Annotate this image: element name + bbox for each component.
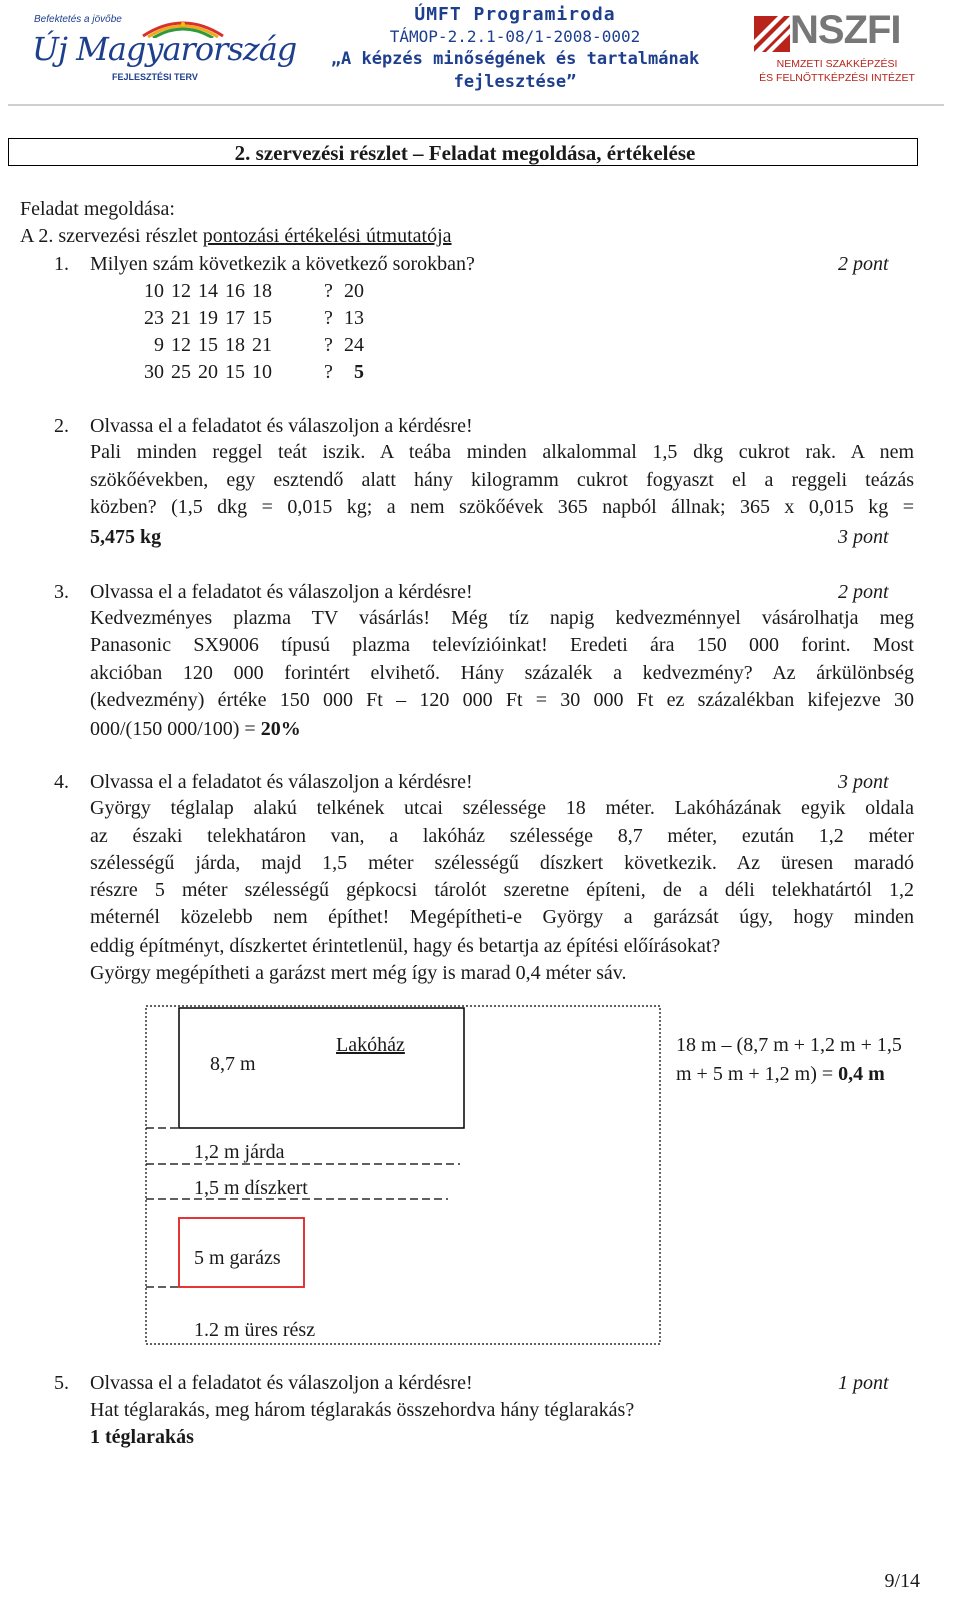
nszfi-wordmark: NSZFI <box>790 8 901 52</box>
q2-line-1: Pali minden reggel teát iszik. A teába minden alkalommal 1,5 dkg cukrot rak. A nem <box>90 441 914 463</box>
q5-text: Olvassa el a feladatot és válaszoljon a kérdésre! <box>90 1372 473 1394</box>
q1-row-3-seq: 9 12 15 18 21 <box>154 334 272 356</box>
q1-row-1-seq: 10 12 14 16 18 <box>144 280 272 302</box>
q2-points: 3 pont <box>838 526 889 548</box>
house-width-label: 8,7 m <box>210 1053 256 1075</box>
q1-number: 1. <box>54 253 69 275</box>
house-label: Lakóház <box>336 1034 405 1056</box>
q4-line-5: méternél közelebb nem építhet! Megépítheti-e György a garázsát úgy, hogy minden <box>90 906 914 928</box>
q3-answer: 20% <box>260 718 301 740</box>
q3-text: Olvassa el a feladatot és válaszoljon a kérdésre! <box>90 581 473 603</box>
q4-line-6: eddig építményt, díszkertet érintetlenül, hagy és betartja az építési előírásokat? <box>90 935 721 957</box>
calc-line-2 <box>676 1062 885 1086</box>
q4-line-1: György téglalap alakú telkének utcai szélessége 18 méter. Lakóházának egyik oldala <box>90 797 914 819</box>
q3-line-2: Panasonic SX9006 típusú plazma televízióinkat! Eredeti ára 150 000 forint. Most <box>90 634 914 656</box>
header-divider <box>8 104 944 106</box>
nszfi-line2: ÉS FELNŐTTKÉPZÉSI INTÉZET <box>759 72 915 84</box>
nszfi-line1: NEMZETI SZAKKÉPZÉSI <box>776 58 898 70</box>
q1-row-3-q: ? <box>324 334 333 356</box>
q4-answer: György megépítheti a garázst mert még így is marad 0,4 méter sáv. <box>90 962 627 984</box>
nszfi-logo <box>752 8 932 88</box>
q5-points: 1 pont <box>838 1372 889 1394</box>
q3-line-4: (kedvezmény) értéke 150 000 Ft – 120 000 Ft = 30 000 Ft ez százalékban kifejezve 30 <box>90 689 914 711</box>
q2-line-2: szökőévekben, egy esztendő alatt hány kilogramm cukrot fogyaszt el a reggeli teázás <box>90 469 914 491</box>
q2-number: 2. <box>54 415 69 437</box>
q4-number: 4. <box>54 771 69 793</box>
q2-text: Olvassa el a feladatot és válaszoljon a kérdésre! <box>90 415 473 437</box>
q5-line-1: Hat téglarakás, meg három téglarakás összehordva hány téglarakás? <box>90 1399 635 1421</box>
program-office: ÚMFT Programiroda <box>414 4 616 25</box>
q1-row-1-q: ? <box>324 280 333 302</box>
q1-row-3-answer: 24 <box>344 334 364 356</box>
q1-row-2-answer: 13 <box>344 307 364 329</box>
q4-points: 3 pont <box>838 771 889 793</box>
q4-line-4: részre 5 méter szélességű gépkocsi tárolót szeretne építeni, de a déli telekhatártól 1,2 <box>90 879 914 901</box>
q3-line-5 <box>90 717 301 741</box>
logo-subtext: FEJLESZTÉSI TERV <box>112 72 198 82</box>
intro-prefix: A 2. szervezési részlet <box>20 225 203 247</box>
logo-tagline: Befektetés a jövőbe <box>34 14 122 25</box>
page-title: 2. szervezési részlet – Feladat megoldása, értékelése <box>234 141 696 165</box>
calc-answer: 0,4 m <box>838 1063 885 1085</box>
sidewalk-label: 1,2 m járda <box>194 1141 285 1163</box>
uj-magyarorszag-logo <box>28 8 297 90</box>
q4-line-3: szélességű járda, majd 1,5 méter szélességű díszkert következik. Az üresen maradó <box>90 852 914 874</box>
q4-line-2: az északi telekhatáron van, a lakóház szélessége 8,7 méter, ezután 1,2 méter <box>90 825 914 847</box>
q3-line-3: akcióban 120 000 forintért elvihető. Hány százalék a kedvezmény? Az árkülönbség <box>90 662 914 684</box>
calc-expression: m + 5 m + 1,2 m) = <box>676 1063 839 1085</box>
program-title-line1: „A képzés minőségének és tartalmának <box>330 49 700 69</box>
q4-text: Olvassa el a feladatot és válaszoljon a kérdésre! <box>90 771 473 793</box>
logo-main-text: Új Magyarország <box>32 30 297 68</box>
nszfi-emblem-icon <box>754 16 790 52</box>
q1-row-4-q: ? <box>324 361 333 383</box>
q3-calc: 000/(150 000/100) = <box>90 718 261 740</box>
program-code: TÁMOP-2.2.1-08/1-2008-0002 <box>389 27 641 46</box>
intro-line <box>20 224 452 248</box>
intro-link: pontozási értékelési útmutatója <box>202 225 452 247</box>
q1-row-2-seq: 23 21 19 17 15 <box>144 307 272 329</box>
q2-answer: 5,475 kg <box>90 526 162 548</box>
q3-number: 3. <box>54 581 69 603</box>
q1-row-2-q: ? <box>324 307 333 329</box>
q3-points: 2 pont <box>838 581 889 603</box>
q3-line-1: Kedvezményes plazma TV vásárlás! Még tíz napig kedvezménnyel vásárolhatja meg <box>90 607 914 629</box>
intro-heading: Feladat megoldása: <box>20 198 175 220</box>
calc-line-1: 18 m – (8,7 m + 1,2 m + 1,5 <box>676 1034 902 1056</box>
garage-label: 5 m garázs <box>194 1247 281 1269</box>
page-number: 9/14 <box>884 1570 920 1592</box>
q1-points: 2 pont <box>838 253 889 275</box>
q1-row-4-seq: 30 25 20 15 10 <box>144 361 272 383</box>
q1-row-1-answer: 20 <box>344 280 364 302</box>
empty-strip-label: 1.2 m üres rész <box>194 1319 316 1341</box>
q5-number: 5. <box>54 1372 69 1394</box>
garden-label: 1,5 m díszkert <box>194 1177 308 1199</box>
q5-answer: 1 téglarakás <box>90 1426 194 1448</box>
q1-row-4-answer: 5 <box>354 361 364 383</box>
program-header <box>330 4 700 94</box>
program-title-line2: fejlesztése” <box>453 72 577 92</box>
q2-line-3: közben? (1,5 dkg = 0,015 kg; a nem szökőévek 365 napból állnak; 365 x 0,015 kg = <box>90 496 914 518</box>
q1-text: Milyen szám következik a következő sorokban? <box>90 253 475 275</box>
